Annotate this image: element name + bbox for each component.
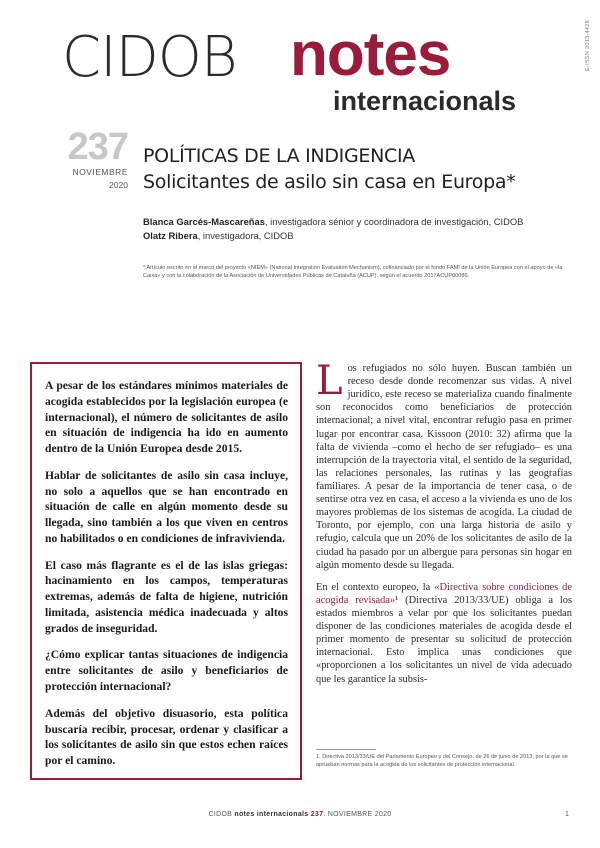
body-text: ¹ (Directiva 2013/33/UE) obliga a los estados miembros a velar por que los solicitantes puedan disponer de las condiciones materiales de acogida desde el primer momento de presentar su solicitud de protección internacional. Esto implica unas condiciones que «proporcionen a los solicitantes un nivel de vida adecuado que les garantice la subsis- <box>316 594 573 685</box>
summary-box <box>30 362 302 780</box>
issue-month: NOVIEMBRE <box>72 167 128 177</box>
author-role: , investigadora, CIDOB <box>197 230 294 241</box>
body-paragraph <box>316 581 572 686</box>
page-title: POLÍTICAS DE LA INDIGENCIA <box>143 145 415 167</box>
issn-label: E-ISSN 2013-4428 <box>585 20 591 71</box>
brand-notes: notes <box>290 20 451 89</box>
footer-number: 237 <box>310 811 324 818</box>
summary-paragraph: Hablar de solicitantes de asilo sin casa incluye, no solo a aquellos que se han encontrado en situación de calle en algún momento desde su llegada, sino también a los que viven en centros no habilitados o en condiciones de infravivienda. <box>45 468 288 545</box>
author-name: Olatz Ribera <box>143 230 198 241</box>
summary-paragraph: El caso más flagrante es el de las islas griegas: hacinamiento en los campos, temperaturas extremas, además de falta de higiene, nutrición limitada, asistencia médica inadecuada y altos grados de inseguridad. <box>45 558 288 635</box>
footer-notes: notes internacionals <box>234 811 309 818</box>
drop-cap: L <box>316 358 343 404</box>
summary-paragraph: A pesar de los estándares mínimos materiales de acogida establecidos por la legislación europea (e internacional), el número de solicitantes de asilo en situación de indigencia ha ido en aumento dentro de la Unión Europea desde 2015. <box>45 379 288 456</box>
author-name: Blanca Garcés-Mascareñas <box>143 216 265 227</box>
footer-date: . NOVIEMBRE 2020 <box>323 811 392 818</box>
page-footer <box>0 811 600 818</box>
body-text: En el contexto europeo, la <box>316 581 435 593</box>
author-line <box>143 216 523 227</box>
directive-link[interactable]: «Directiva sobre condiciones de acogida revisada» <box>316 581 572 606</box>
summary-paragraph: Además del objetivo disuasorio, esta política buscaría recibir, procesar, ordenar y clasificar a los solicitantes de asilo sin que estos echen raíces por el camino. <box>45 706 288 768</box>
title-footnote: * Artículo escrito en el marco del proyecto «NIEM» (National Integration Evaluation Mechanism), cofinanciado por el fondo FAMI de la Unión Europea con el apoyo de «la Caixa» y con la colaboración de la Asociación de Universidades Públicas de Cataluña (ACUP), según el acuerdo 2017ACUP00086. <box>143 265 563 280</box>
page-number: 1 <box>565 811 569 818</box>
brand-cidob: CIDOB <box>62 25 237 90</box>
footer-cidob: CIDOB <box>208 811 233 818</box>
body-paragraph <box>316 358 572 572</box>
footnote-divider <box>316 749 376 750</box>
page-subtitle: Solicitantes de asilo sin casa en Europa* <box>143 171 516 193</box>
issue-year: 2020 <box>109 180 128 190</box>
body-text: os refugiados no sólo huyen. Buscan también un receso desde donde recomenzar sus vidas. A nivel jurídico, este receso se materializa cuando finalmente son reconocidos como beneficiarios de protección internacional; a nivel vital, encontrar refugio pasa en primer lugar por encontrar casa. Kissoon (2010: 32) afirma que la falta de vivienda –como el hecho de ser refugiado– es una interrupción de la trayectoria vital, el sentido de la seguridad, las relaciones personales, las rutinas y las geografías familiares. A pesar de la importancia de tener casa, o de sentirse otra vez en casa, el acceso a la vivienda es uno de los mayores problemas de los sistemas de acogida. La ciudad de Toronto, por ejemplo, con una larga historia de asilo y refugio, calcula que un 20% de los solicitantes de asilo de la ciudad ha pasado por un albergue para personas sin hogar en algún momento desde su llegada. <box>316 363 572 571</box>
summary-paragraph: ¿Cómo explicar tantas situaciones de indigencia entre solicitantes de asilo y beneficiarios de protección internacional? <box>45 648 288 694</box>
brand-internacionals: internacionals <box>333 86 517 116</box>
article-body <box>316 358 573 695</box>
author-line <box>143 230 294 241</box>
footnote: 1. Directiva 2013/33/UE del Parlamento Europeo y del Consejo, de 26 de junio de 2013, por la que se aprueban normas para la acogida de los solicitantes de protección internacional. <box>316 754 568 769</box>
author-role: , investigadora sénior y coordinadora de investigación, CIDOB <box>264 216 524 227</box>
issue-number: 237 <box>67 126 128 168</box>
